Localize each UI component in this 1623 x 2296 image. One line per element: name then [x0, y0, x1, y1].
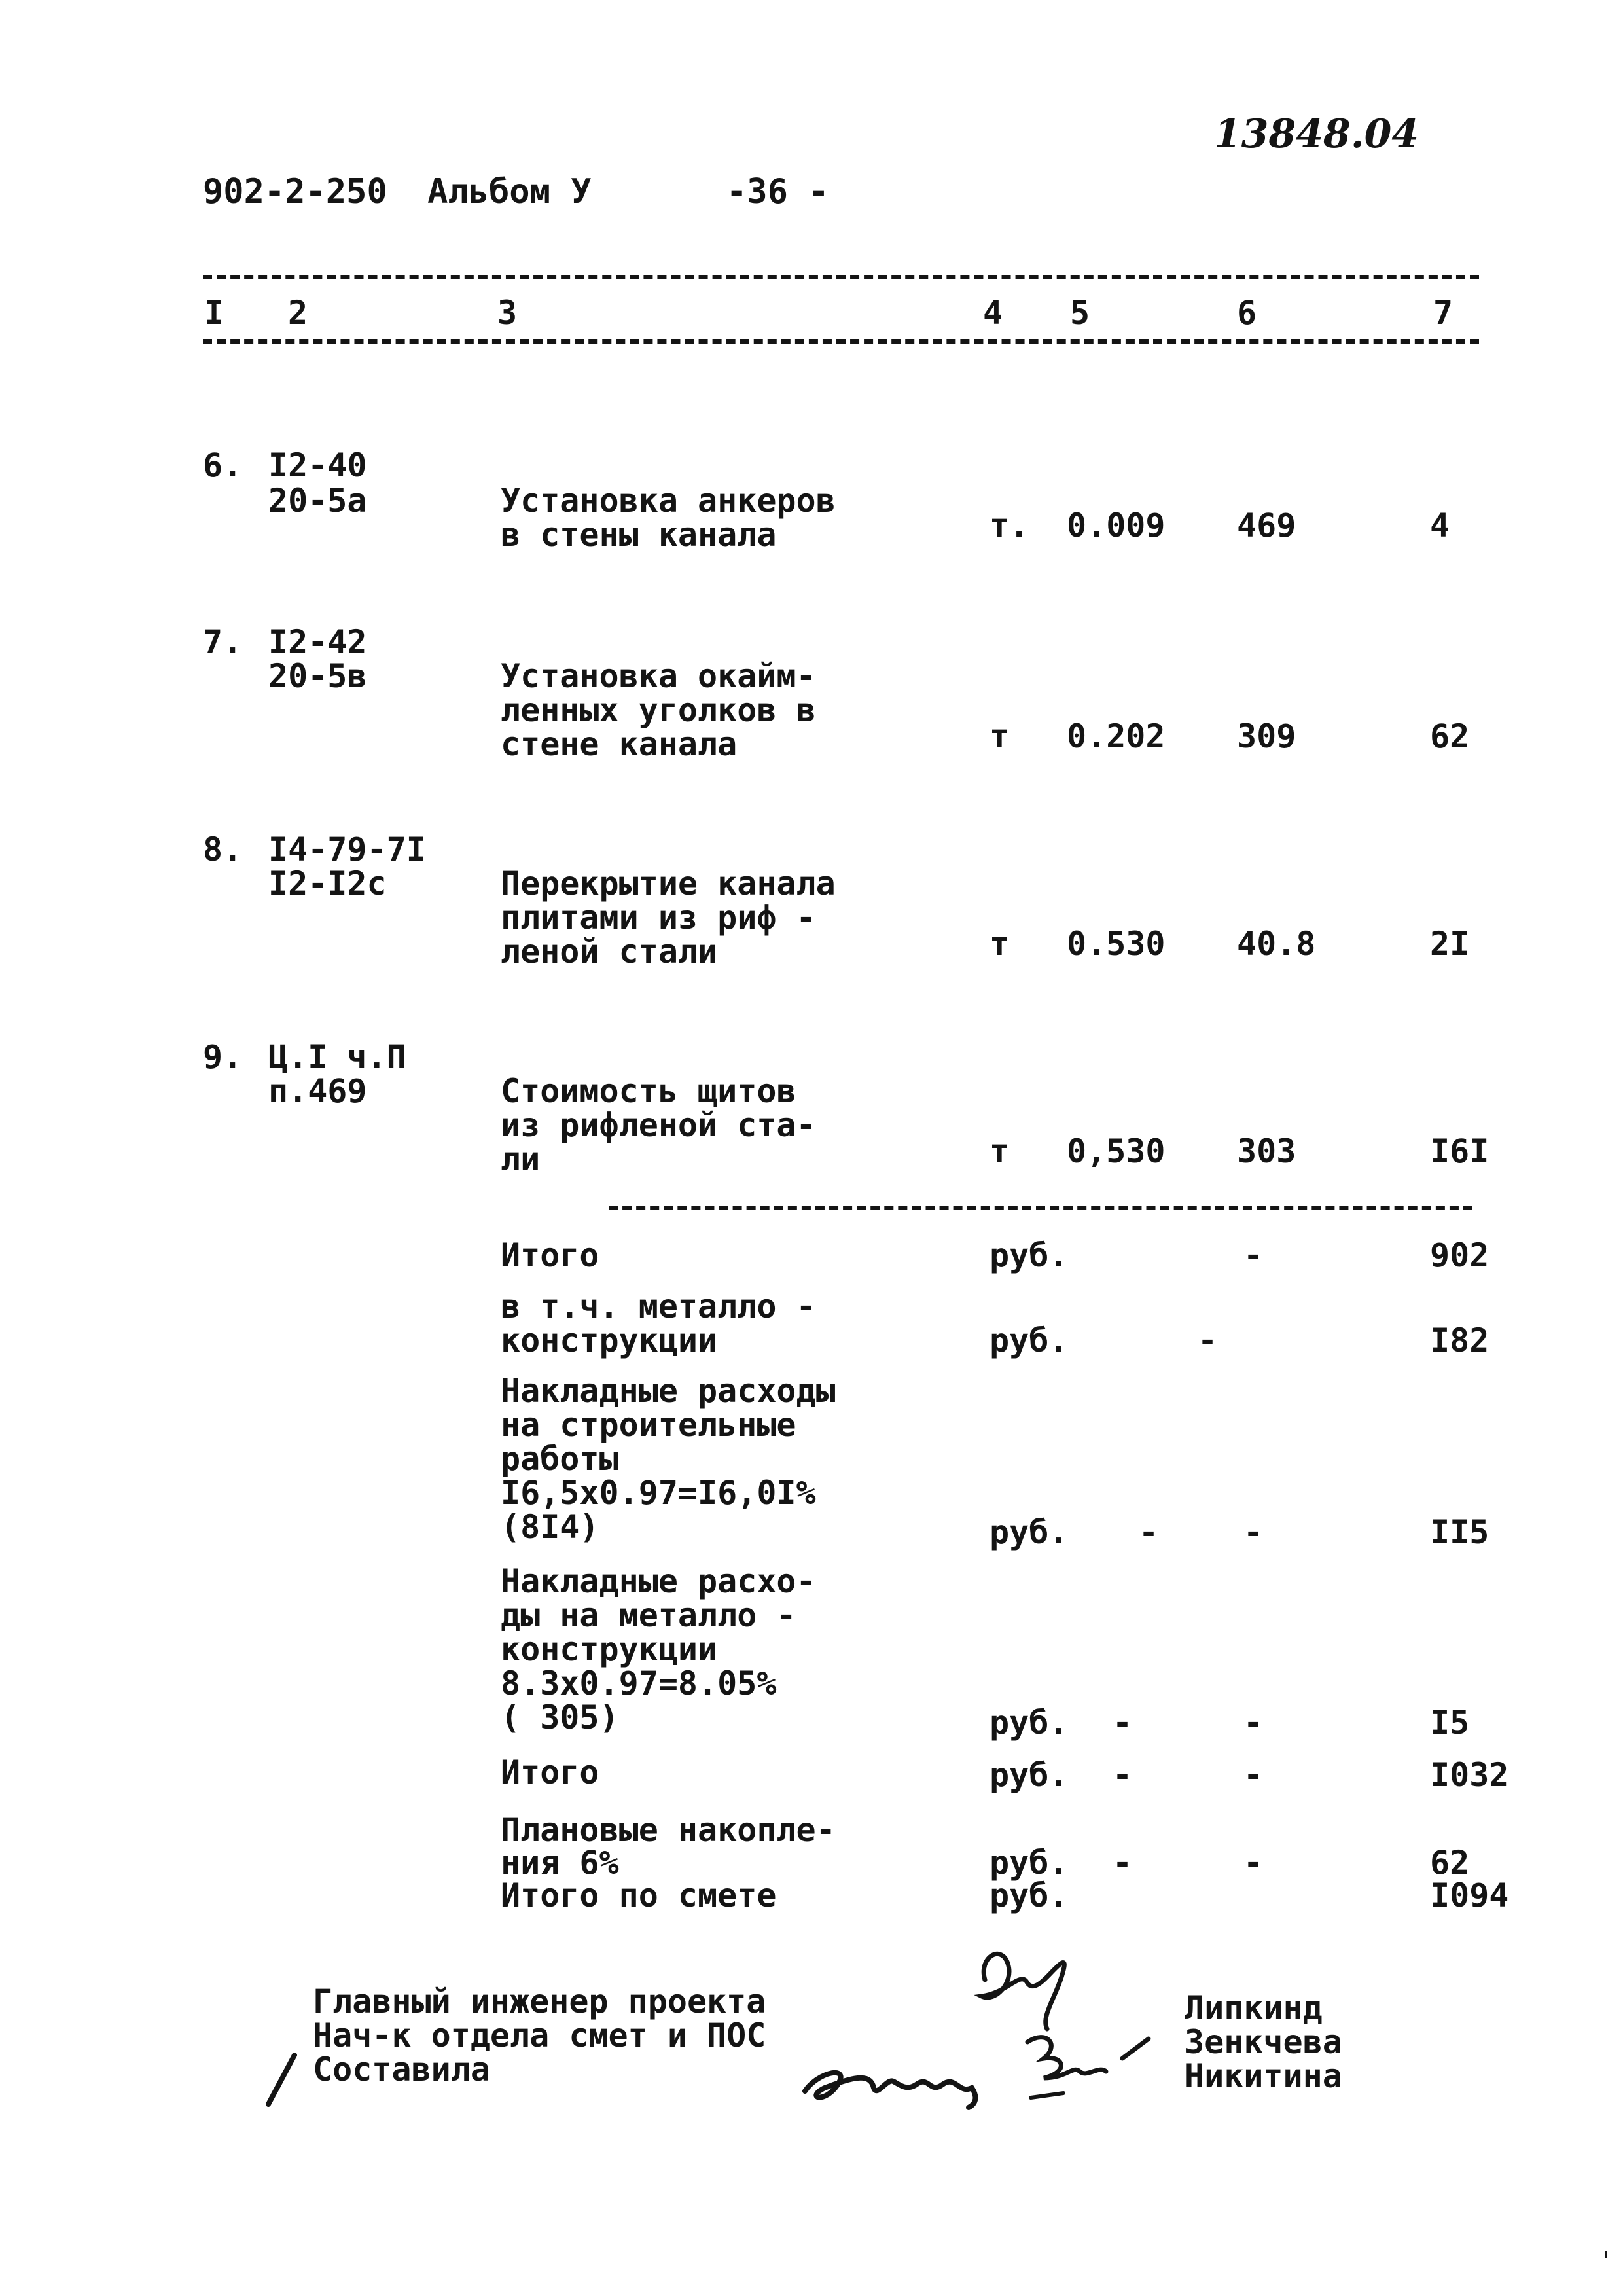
summary-label-line-5: (8I4) — [501, 1508, 599, 1546]
summary-total: I032 — [1430, 1756, 1509, 1794]
summary-label-line-2: на строительные — [501, 1406, 796, 1444]
summary-col-5: - — [1113, 1844, 1133, 1882]
summary-label-line-1: Накладные расхо- — [501, 1562, 816, 1600]
summary-unit: руб. — [990, 1756, 1069, 1794]
summary-label-line-2: конструкции — [501, 1321, 718, 1359]
name-compiler: Никитина — [1185, 2057, 1342, 2095]
row-number: 7. — [203, 623, 243, 661]
work-description-line-1: Перекрытие канала — [501, 865, 836, 903]
summary-label-line-1: Плановые накопле- — [501, 1811, 836, 1849]
role-head-estimates: Нач-к отдела смет и ПОС — [313, 2017, 766, 2054]
unit: т — [990, 925, 1010, 963]
summary-total: 62 — [1430, 1844, 1470, 1882]
work-description-line-2: плитами из риф - — [501, 899, 816, 937]
document-code — [203, 173, 592, 210]
summary-label-line-4: 8.3x0.97=8.05% — [501, 1664, 777, 1702]
unit-price: 469 — [1237, 507, 1296, 545]
work-description-line-2: из рифленой ста- — [501, 1106, 816, 1144]
col-1-label: I — [204, 294, 224, 332]
summary-total: I5 — [1430, 1704, 1470, 1742]
row-number: 9. — [203, 1038, 243, 1076]
work-description-line-3: леной стали — [501, 933, 718, 971]
rate-code-line-2: п.469 — [268, 1072, 367, 1110]
summary-label-line-4: I6,5x0.97=I6,0I% — [501, 1474, 816, 1512]
total-cost: 2I — [1430, 925, 1470, 963]
work-description-line-1: Установка окайм- — [501, 657, 816, 695]
unit-price: 309 — [1237, 717, 1296, 755]
unit-price: 303 — [1237, 1132, 1296, 1170]
name-head-estimates: Зенкчева — [1185, 2023, 1342, 2061]
summary-unit: руб. — [990, 1876, 1069, 1914]
summary-unit: руб. — [990, 1704, 1069, 1742]
role-chief-engineer: Главный инженер проекта — [313, 1982, 766, 2020]
work-description-line-1: Стоимость щитов — [501, 1072, 796, 1110]
summary-label-line-1: в т.ч. металло - — [501, 1287, 816, 1325]
quantity: 0.530 — [1067, 925, 1166, 963]
quantity: 0.202 — [1067, 717, 1166, 755]
rate-code-line-1: I2-42 — [268, 623, 367, 661]
summary-col-5: - — [1139, 1513, 1159, 1551]
rate-code-line-1: I4-79-7I — [268, 831, 426, 869]
summary-col-6: - — [1198, 1321, 1218, 1359]
summary-label-line-2: ния 6% — [501, 1844, 619, 1882]
rate-code-line-2: I2-I2c — [268, 865, 387, 903]
summary-col-5: - — [1113, 1756, 1133, 1794]
rate-code-line-2: 20-5a — [268, 482, 367, 520]
project-code: 902-2-250 — [203, 172, 387, 211]
col-5-label: 5 — [1070, 294, 1090, 332]
total-cost: 62 — [1430, 717, 1470, 755]
scan-mark — [1605, 2251, 1607, 2258]
total-cost: I6I — [1430, 1132, 1489, 1170]
summary-label: Итого по смете — [501, 1876, 777, 1914]
summary-col-6: - — [1243, 1756, 1264, 1794]
rate-code-line-2: 20-5в — [268, 657, 367, 695]
header-top-rule — [203, 275, 1479, 279]
summary-total: I094 — [1430, 1876, 1509, 1914]
col-4-label: 4 — [983, 294, 1003, 332]
unit-price: 40.8 — [1237, 925, 1316, 963]
summary-unit: руб. — [990, 1321, 1069, 1359]
rate-code-line-1: I2-40 — [268, 446, 367, 484]
summary-col-5: - — [1113, 1704, 1133, 1742]
summary-total: I82 — [1430, 1321, 1489, 1359]
summary-col-6: - — [1243, 1704, 1264, 1742]
summary-unit: руб. — [990, 1844, 1069, 1882]
summary-unit: руб. — [990, 1513, 1069, 1551]
name-chief-engineer: Липкинд — [1185, 1989, 1323, 2027]
row-number: 8. — [203, 831, 243, 869]
unit: т — [990, 1132, 1010, 1170]
work-description-line-2: в стены канала — [501, 516, 777, 554]
summary-total: 902 — [1430, 1236, 1489, 1274]
summary-col-6: - — [1243, 1236, 1264, 1274]
work-description-line-3: ли — [501, 1140, 541, 1178]
summary-unit: руб. — [990, 1236, 1069, 1274]
summary-total: II5 — [1430, 1513, 1489, 1551]
col-2-label: 2 — [288, 294, 308, 332]
summary-col-6: - — [1243, 1844, 1264, 1882]
handwritten-signatures-icon — [262, 1931, 1191, 2127]
summary-label: Итого — [501, 1236, 599, 1274]
summary-label-line-1: Накладные расходы — [501, 1372, 836, 1410]
quantity: 0,530 — [1067, 1132, 1166, 1170]
work-description-line-2: ленных уголков в — [501, 691, 816, 729]
summary-label: Итого — [501, 1753, 599, 1791]
col-7-label: 7 — [1433, 294, 1454, 332]
work-description-line-1: Установка анкеров — [501, 482, 836, 520]
rate-code-line-1: Ц.I ч.П — [268, 1038, 406, 1076]
summary-label-line-5: ( 305) — [501, 1698, 619, 1736]
role-compiler: Составила — [313, 2051, 490, 2089]
unit: т — [990, 717, 1010, 755]
totals-rule — [609, 1206, 1472, 1210]
summary-col-6: - — [1243, 1513, 1264, 1551]
page-number: -36 - — [726, 172, 829, 211]
unit: т. — [990, 507, 1029, 545]
quantity: 0.009 — [1067, 507, 1166, 545]
summary-label-line-3: конструкции — [501, 1630, 718, 1668]
total-cost: 4 — [1430, 507, 1450, 545]
archive-stamp-number: 13848.04 — [1214, 111, 1419, 157]
col-6-label: 6 — [1237, 294, 1257, 332]
summary-label-line-2: ды на металло - — [501, 1596, 796, 1634]
summary-label-line-3: работы — [501, 1440, 619, 1478]
album-label: Альбом У — [427, 172, 592, 211]
header-bottom-rule — [203, 339, 1479, 344]
col-3-label: 3 — [497, 294, 518, 332]
row-number: 6. — [203, 446, 243, 484]
work-description-line-3: стене канала — [501, 725, 738, 763]
